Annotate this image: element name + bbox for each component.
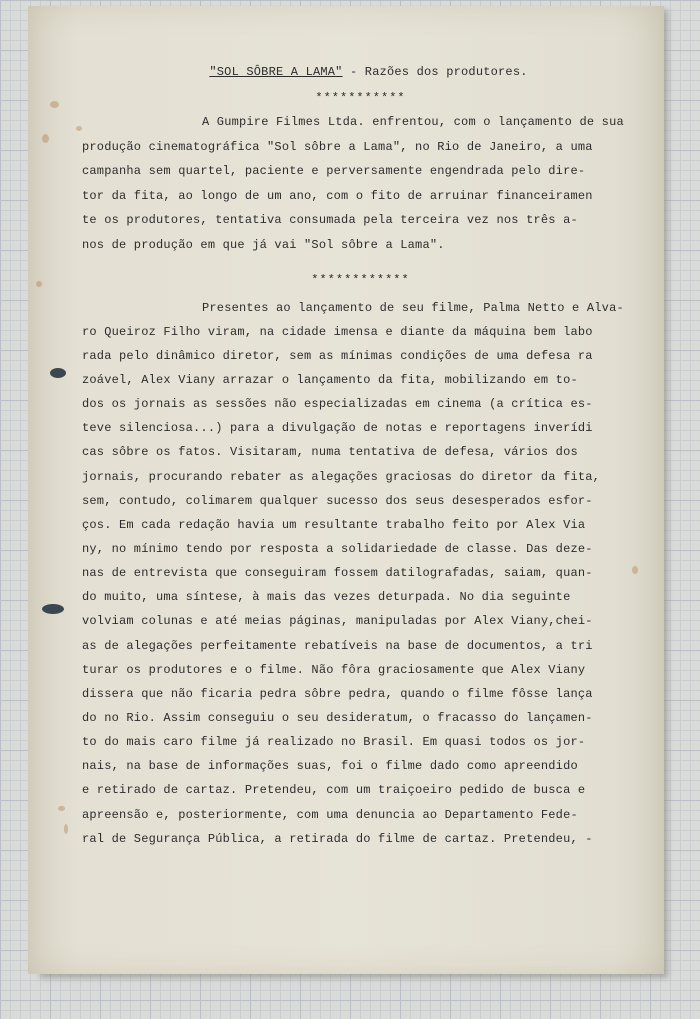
separator: ************ <box>311 272 410 287</box>
text-line: do no Rio. Assim conseguiu o seu desideratum, o fracasso do lançamen- <box>82 710 593 725</box>
text-line: teve silenciosa...) para a divulgação de notas e reportagens inverídi <box>82 421 593 436</box>
document-title <box>110 58 627 86</box>
text-line: to do mais caro filme já realizado no Brasil. Em quasi todos os jor- <box>82 735 586 750</box>
text-line: jornais, procurando rebater as alegações graciosas do diretor da fita, <box>82 469 601 484</box>
text-line: ny, no mínimo tendo por resposta a solidariedade de classe. Das deze- <box>82 541 593 556</box>
text-line: cas sôbre os fatos. Visitaram, numa tentativa de defesa, vários dos <box>82 445 578 460</box>
text-line: produção cinematográfica "Sol sôbre a Lama", no Rio de Janeiro, a uma <box>82 139 593 154</box>
text-line: Presentes ao lançamento de seu filme, Palma Netto e Alva- <box>202 300 624 315</box>
text-line: rada pelo dinâmico diretor, sem as mínimas condições de uma defesa ra <box>82 348 593 363</box>
rust-stain <box>64 824 68 834</box>
text-line: e retirado de cartaz. Pretendeu, com um traiçoeiro pedido de busca e <box>82 783 586 798</box>
text-line: campanha sem quartel, paciente e perversamente engendrada pelo dire- <box>82 164 586 179</box>
text-line: sem, contudo, colimarem qualquer sucesso dos seus desesperados esfor- <box>82 493 593 508</box>
text-line: ro Queiroz Filho viram, na cidade imensa e diante da máquina bem labo <box>82 324 593 339</box>
rust-stain <box>58 806 65 811</box>
text-line: apreensão e, posteriormente, com uma denuncia ao Departamento Fede- <box>82 807 578 822</box>
paragraph-1 <box>82 110 627 258</box>
text-line: zoável, Alex Viany arrazar o lançamento da fita, mobilizando em to- <box>82 372 578 387</box>
text-line: turar os produtores e o filme. Não fôra graciosamente que Alex Viany <box>82 662 586 677</box>
separator: *********** <box>315 91 406 105</box>
text-line: as de alegações perfeitamente rebatíveis na base de documentos, a tri <box>82 638 593 653</box>
text-line: A Gumpire Filmes Ltda. enfrentou, com o lançamento de sua <box>202 115 624 129</box>
typewritten-text <box>82 58 627 851</box>
text-line: volviam colunas e até meias páginas, manipuladas por Alex Viany,chei- <box>82 614 593 629</box>
text-line: te os produtores, tentativa consumada pela terceira vez nos três a- <box>82 213 578 228</box>
rust-stain <box>632 566 638 574</box>
text-line: nas de entrevista que conseguiram fossem datilografadas, saiam, quan- <box>82 566 593 581</box>
punch-hole <box>42 604 64 614</box>
rust-stain <box>50 101 59 108</box>
text-line: nais, na base de informações suas, foi o filme dado como apreendido <box>82 759 578 774</box>
text-line: dos os jornais as sessões não especializadas em cinema (a crítica es- <box>82 397 593 412</box>
text-line: ral de Segurança Pública, a retirada do filme de cartaz. Pretendeu, - <box>82 831 593 846</box>
text-line: do muito, uma síntese, à mais das vezes deturpada. No dia seguinte <box>82 590 571 605</box>
paragraph-2 <box>82 296 627 851</box>
rust-stain <box>36 281 42 287</box>
text-line: dissera que não ficaria pedra sôbre pedra, quando o filme fôsse lança <box>82 686 593 701</box>
text-line: nos de produção em que já vai "Sol sôbre a Lama". <box>82 237 445 252</box>
text-line: tor da fita, ao longo de um ano, com o fito de arruinar financeiramen <box>82 188 593 203</box>
rust-stain <box>42 134 49 143</box>
text-line: ços. Em cada redação havia um resultante trabalho feito por Alex Via <box>82 517 586 532</box>
title-subtitle: - Razões dos produtores. <box>342 65 528 79</box>
film-title: "SOL SÔBRE A LAMA" <box>209 65 343 79</box>
punch-hole <box>50 368 66 378</box>
